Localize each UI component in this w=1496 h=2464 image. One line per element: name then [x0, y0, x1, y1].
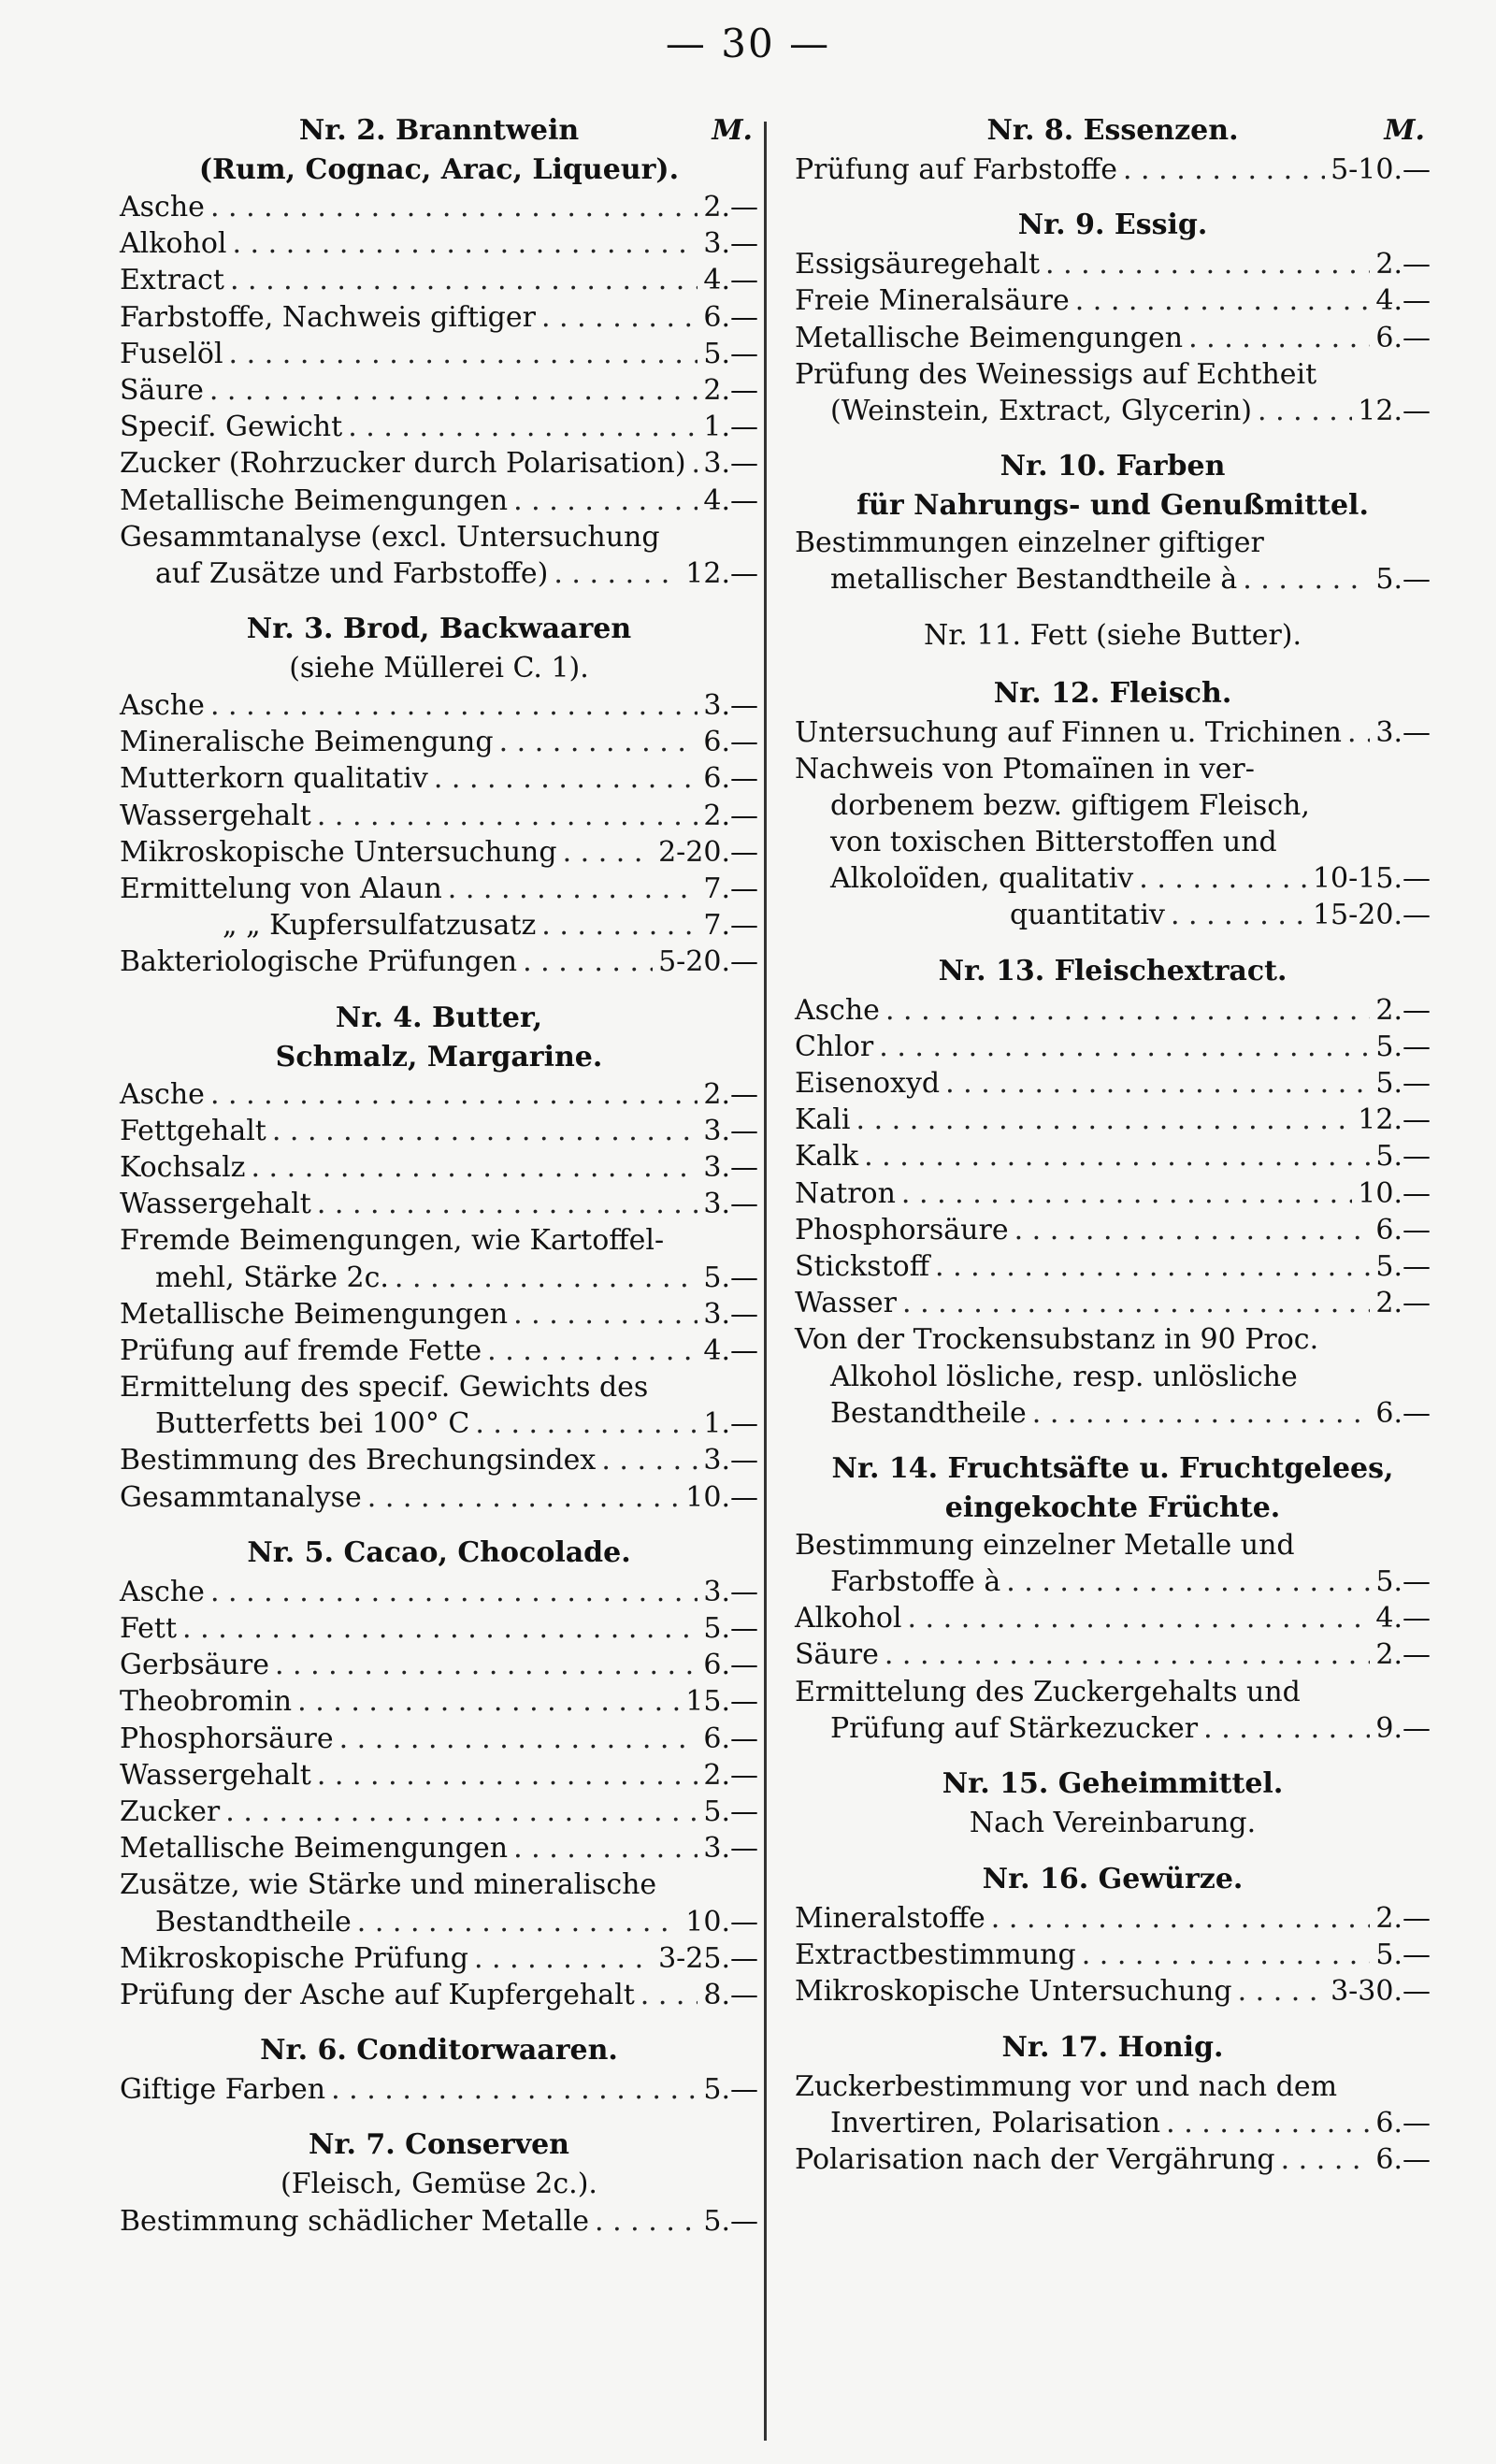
section-subtitle: (Rum, Cognac, Arac, Liqueur).	[198, 153, 680, 186]
price-row-text: Alkohol lösliche, resp. unlösliche	[830, 1360, 1298, 1393]
price-row: Polarisation nach der Vergährung . . . 6.—	[795, 2141, 1431, 2178]
price-list	[795, 714, 1431, 934]
price-row-text: von toxischen Bitterstoffen und	[830, 826, 1277, 859]
page-number: — 30 —	[665, 21, 831, 66]
price-row: Ermittelung von Alaun . . . 7.—	[120, 871, 758, 907]
price-row: (Weinstein, Extract, Glycerin) . . . 12.—	[795, 393, 1431, 429]
price-row: Untersuchung auf Finnen u. Trichinen . . . 3.—	[795, 714, 1431, 751]
price-row-text: Bestimmung einzelner Metalle und	[795, 1528, 1295, 1562]
price-row: Mikroskopische Untersuchung . . . 3-30.—	[795, 1973, 1431, 2010]
price-list	[795, 525, 1431, 598]
price-row: Kalk . . . 5.—	[795, 1138, 1431, 1174]
price-row: Specif. Gewicht . . . 1.—	[120, 409, 758, 445]
section-subtitle: (Fleisch, Gemüse 2c.).	[280, 2168, 597, 2201]
price-row: Fettgehalt . . . 3.—	[120, 1113, 758, 1149]
section-heading: Nr. 6. Conditorwaaren.	[260, 2034, 618, 2068]
price-row: Bakteriologische Prüfungen . . . 5-20.—	[120, 944, 758, 980]
price-row-text: Gesammtanalyse (excl. Untersuchung	[120, 520, 660, 554]
price-list	[795, 1527, 1431, 1747]
section-heading	[120, 110, 758, 151]
price-list	[120, 1076, 758, 1516]
price-row: Gesammtanalyse . . . 10.—	[120, 1479, 758, 1516]
price-row: Asche . . . 2.—	[795, 992, 1431, 1029]
price-row-text: Prüfung des Weinessigs auf Echtheit	[795, 357, 1317, 391]
section-heading: Nr. 16. Gewürze.	[982, 1863, 1244, 1895]
section-heading: Nr. 14. Fruchtsäfte u. Fruchtgelees,	[831, 1451, 1394, 1485]
price-row: Fett . . . 5.—	[120, 1610, 758, 1647]
section-heading: Nr. 3. Brod, Backwaaren	[246, 612, 632, 646]
price-list	[795, 992, 1431, 1432]
price-row: Bestimmung des Brechungsindex . . . 3.—	[120, 1442, 758, 1478]
price-row: Bestandtheile . . . 10.—	[120, 1904, 758, 1940]
column-divider	[764, 122, 767, 2441]
price-row: Mikroskopische Prüfung . . . 3-25.—	[120, 1940, 758, 1977]
section-heading: Nr. 9. Essig.	[1017, 209, 1208, 242]
section-heading: Nr. 15. Geheimmittel.	[942, 1767, 1284, 1800]
price-row: „ „ Kupfersulfatzusatz . . . 7.—	[120, 907, 758, 944]
section-subtitle: Nach Vereinbarung.	[969, 1807, 1257, 1839]
section-subtitle: eingekochte Früchte.	[944, 1491, 1281, 1524]
price-list	[120, 2071, 758, 2108]
section-subtitle: (siehe Müllerei C. 1).	[289, 652, 589, 685]
section-heading: Nr. 7. Conserven	[309, 2128, 569, 2162]
price-list	[120, 2203, 758, 2240]
section-title: Nr. 2. Branntwein	[298, 114, 580, 147]
price-row-text: Nachweis von Ptomaïnen in ver-	[795, 752, 1255, 785]
currency-label: M.	[1384, 114, 1425, 147]
section-heading: Nr. 13. Fleischextract.	[938, 954, 1287, 987]
price-row: Bestimmung schädlicher Metalle . . . 5.—	[120, 2203, 758, 2240]
price-row: Extractbestimmung . . . 5.—	[795, 1937, 1431, 1973]
section-heading: Nr. 17. Honig.	[1001, 2030, 1224, 2064]
price-list	[795, 2068, 1431, 2179]
currency-label: M.	[712, 114, 753, 147]
price-list	[795, 151, 1431, 188]
price-row-text: Bestimmungen einzelner giftiger	[795, 526, 1264, 560]
price-row: Asche . . . 2.—	[120, 1076, 758, 1113]
price-row: Alkohol . . . 4.—	[795, 1600, 1431, 1636]
right-column	[795, 110, 1431, 2178]
price-row: Natron . . . 10.—	[795, 1175, 1431, 1212]
price-list	[795, 1900, 1431, 2010]
price-row: Prüfung auf fremde Fette . . . 4.—	[120, 1333, 758, 1369]
price-row: Säure . . . 2.—	[120, 372, 758, 409]
price-list	[120, 687, 758, 981]
section-heading: Nr. 5. Cacao, Chocolade.	[247, 1535, 631, 1569]
price-row: Phosphorsäure . . . 6.—	[120, 1721, 758, 1757]
left-column	[120, 110, 758, 2240]
price-row: Wasser . . . 2.—	[795, 1285, 1431, 1321]
price-row: auf Zusätze und Farbstoffe) . . . 12.—	[120, 555, 758, 592]
price-row-text: Ermittelung des Zuckergehalts und	[795, 1675, 1301, 1708]
price-row: Essigsäuregehalt . . . 2.—	[795, 246, 1431, 282]
price-row: Asche . . . 3.—	[120, 687, 758, 724]
price-row: Theobromin . . . 15.—	[120, 1683, 758, 1720]
price-row: Giftige Farben . . . 5.—	[120, 2071, 758, 2108]
price-row: Mineralische Beimengung . . . 6.—	[120, 724, 758, 760]
price-row: quantitativ . . . 15-20.—	[795, 897, 1431, 933]
price-row: Mikroskopische Untersuchung . . . 2-20.—	[120, 834, 758, 871]
price-row: Zucker . . . 5.—	[120, 1794, 758, 1830]
section-heading: Nr. 11. Fett (siehe Butter).	[923, 618, 1302, 652]
price-row: Farbstoffe à . . . 5.—	[795, 1563, 1431, 1600]
price-row: mehl, Stärke 2c. . . . 5.—	[120, 1260, 758, 1296]
price-row: Kali . . . 12.—	[795, 1102, 1431, 1138]
section-subtitle: Schmalz, Margarine.	[275, 1040, 603, 1073]
price-list	[120, 189, 758, 592]
price-row: Wassergehalt . . . 3.—	[120, 1186, 758, 1222]
price-row: Eisenoxyd . . . 5.—	[795, 1065, 1431, 1102]
price-row: Kochsalz . . . 3.—	[120, 1149, 758, 1186]
price-row: Metallische Beimengungen . . . 3.—	[120, 1296, 758, 1333]
price-row: Invertiren, Polarisation . . . 6.—	[795, 2105, 1431, 2141]
price-row: Extract . . . 4.—	[120, 262, 758, 298]
price-row: Alkohol . . . 3.—	[120, 225, 758, 262]
price-row: Prüfung auf Farbstoffe . . . 5-10.—	[795, 151, 1431, 188]
price-row: Prüfung der Asche auf Kupfergehalt . . . 8.—	[120, 1977, 758, 2013]
price-row-text: dorbenem bezw. giftigem Fleisch,	[830, 788, 1310, 822]
price-list	[795, 246, 1431, 429]
price-row: Butterfetts bei 100° C . . . 1.—	[120, 1405, 758, 1442]
price-row: Asche . . . 2.—	[120, 189, 758, 225]
section-heading	[795, 110, 1431, 151]
price-row-text: Zusätze, wie Stärke und mineralische	[120, 1868, 657, 1902]
price-row: Metallische Beimengungen . . . 3.—	[120, 1830, 758, 1866]
price-row: Freie Mineralsäure . . . 4.—	[795, 282, 1431, 319]
price-row: Bestandtheile . . . 6.—	[795, 1395, 1431, 1432]
section-subtitle: für Nahrungs- und Genußmittel.	[856, 489, 1369, 523]
price-list	[120, 1574, 758, 2013]
price-row: metallischer Bestandtheile à . . . 5.—	[795, 561, 1431, 598]
section-heading: Nr. 12. Fleisch.	[993, 676, 1232, 710]
price-row: Wassergehalt . . . 2.—	[120, 1757, 758, 1794]
section-heading: Nr. 10. Farben	[1000, 450, 1226, 483]
price-row: Stickstoff . . . 5.—	[795, 1248, 1431, 1285]
price-row: Säure . . . 2.—	[795, 1636, 1431, 1673]
price-row-text: Ermittelung des specif. Gewichts des	[120, 1371, 649, 1405]
price-row: Phosphorsäure . . . 6.—	[795, 1212, 1431, 1248]
price-row: Mineralstoffe . . . 2.—	[795, 1900, 1431, 1937]
price-row: Farbstoffe, Nachweis giftiger . . . 6.—	[120, 299, 758, 336]
price-row: Prüfung auf Stärkezucker . . . 9.—	[795, 1710, 1431, 1747]
price-row-text: Zuckerbestimmung vor und nach dem	[795, 2069, 1338, 2103]
price-row: Metallische Beimengungen . . . 4.—	[120, 483, 758, 519]
price-row: Gerbsäure . . . 6.—	[120, 1647, 758, 1683]
price-row: Wassergehalt . . . 2.—	[120, 798, 758, 834]
price-row: Fuselöl . . . 5.—	[120, 336, 758, 372]
price-row-text: Fremde Beimengungen, wie Kartoffel-	[120, 1224, 665, 1258]
price-row: Zucker (Rohrzucker durch Polarisation) . . . 3.—	[120, 445, 758, 482]
section-title: Nr. 8. Essenzen.	[986, 114, 1239, 147]
price-row: Chlor . . . 5.—	[795, 1029, 1431, 1065]
price-row: Mutterkorn qualitativ . . . 6.—	[120, 760, 758, 797]
section-heading: Nr. 4. Butter,	[335, 1001, 543, 1034]
price-row: Metallische Beimengungen . . . 6.—	[795, 320, 1431, 356]
price-row-text: Von der Trockensubstanz in 90 Proc.	[795, 1323, 1319, 1357]
price-row: Alkoloïden, qualitativ . . . 10-15.—	[795, 860, 1431, 897]
price-row: Asche . . . 3.—	[120, 1574, 758, 1610]
